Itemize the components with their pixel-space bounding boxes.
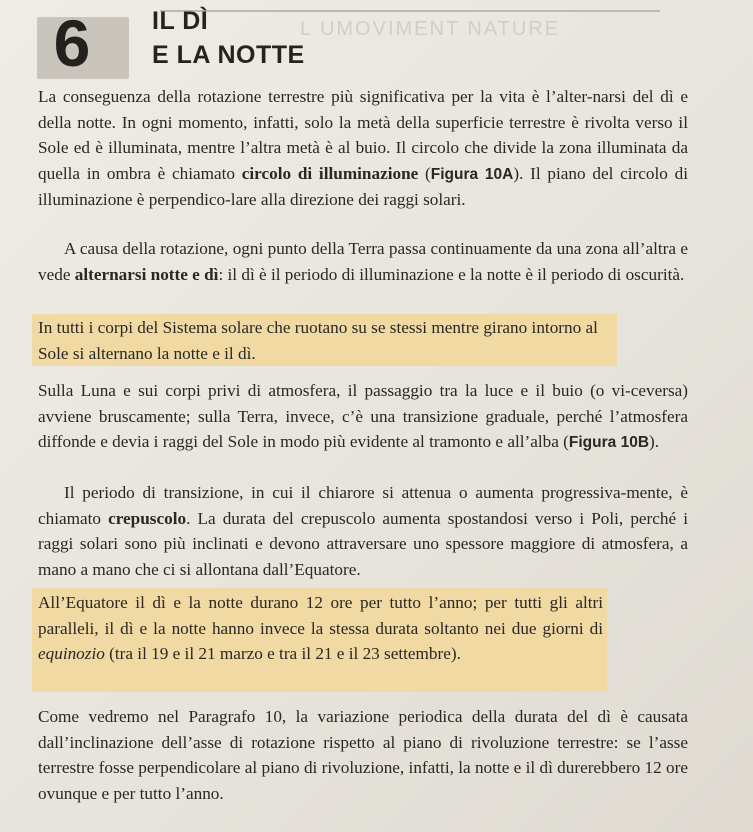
p4-text-b: . La durata del crepuscolo aumenta spostandosi verso i Poli, perché i raggi solari sono più inclinati e devono attraversare uno spessore maggiore di atmosfera, a mano a mano che ci si allontana dall’Equatore. <box>38 508 688 579</box>
title-line-1: IL DÌ <box>152 7 209 35</box>
p3-text-b: ). <box>649 432 660 451</box>
title-line-2: E LA NOTTE <box>152 41 305 69</box>
hl2-text-b: (tra il 19 e il 21 marzo e tra il 21 e il 23 settembre). <box>104 644 461 663</box>
p2-text-b: : il dì è il periodo di illuminazione e la notte è il periodo di oscurità. <box>218 264 685 284</box>
p3-text-a: Sulla Luna e sui corpi privi di atmosfera, il passaggio tra la luce e il buio (o vi-ceversa) avviene bruscamente; sulla Terra, invece, c’è una transizione graduale, perché l’atmosfera diffonde e devia i raggi del Sole in modo più evidente al tramonto e all’alba ( <box>38 381 688 451</box>
highlight-2 <box>38 590 603 667</box>
p4-text-a: Il periodo di transizione, in cui il chiarore si attenua o aumenta progressiva-mente, è chiamato <box>38 483 688 528</box>
p2-bold-term: alternarsi notte e dì <box>74 264 219 284</box>
crepuscolo-term: crepuscolo <box>108 508 187 528</box>
p2-text-a: A causa della rotazione, ogni punto della Terra passa continuamente da una zona all’altra e vede <box>38 239 688 284</box>
section-title <box>152 6 305 70</box>
paragraph-3 <box>38 378 688 456</box>
highlight-1: In tutti i corpi del Sistema solare che ruotano su se stessi mentre girano intorno al Sole si alternano la notte e il dì. <box>38 318 598 363</box>
p1-text-c: ). Il piano del circolo di illuminazione è perpendico-lare alla direzione dei raggi solari. <box>38 163 688 209</box>
paragraph-5: Come vedremo nel Paragrafo 10, la variazione periodica della durata del dì è causata dall’inclinazione dell’asse di rotazione rispetto al piano di rivoluzione terrestre: se l’asse terrestre fosse perpendicolare al piano di rivoluzione, infatti, la notte e il dì durerebbero 12 ore ovunque e per tutto l’anno. <box>38 707 688 803</box>
paragraph-2 <box>38 236 688 287</box>
figure-ref-10b: Figura 10B <box>568 434 650 451</box>
bleed-through-text: L UMOVIMENT NATURE <box>300 18 561 40</box>
chapter-number: 6 <box>53 6 91 80</box>
hl2-text-a: All’Equatore il dì e la notte durano 12 ore per tutto l’anno; per tutti gli altri paralleli, il dì e la notte hanno invece la stessa durata soltanto nei due giorni di <box>38 593 603 638</box>
equinozio-term: equinozio <box>38 644 105 663</box>
p1-text-b: ( <box>418 163 431 183</box>
p1-text-a: La conseguenza della rotazione terrestre più significativa per la vita è l’alter-narsi del dì e della notte. In ogni momento, infatti, solo la metà della superficie terrestre è rivolta verso il Sole ed è illuminata, mentre l’altra metà è al buio. Il circolo che divide la zona illuminata da quella in ombra è chiamato <box>38 87 688 183</box>
p1-bold-term: circolo di illuminazione <box>241 163 419 183</box>
paragraph-1 <box>38 84 688 213</box>
figure-ref-10a: Figura 10A <box>430 165 514 183</box>
paragraph-4 <box>38 480 688 582</box>
